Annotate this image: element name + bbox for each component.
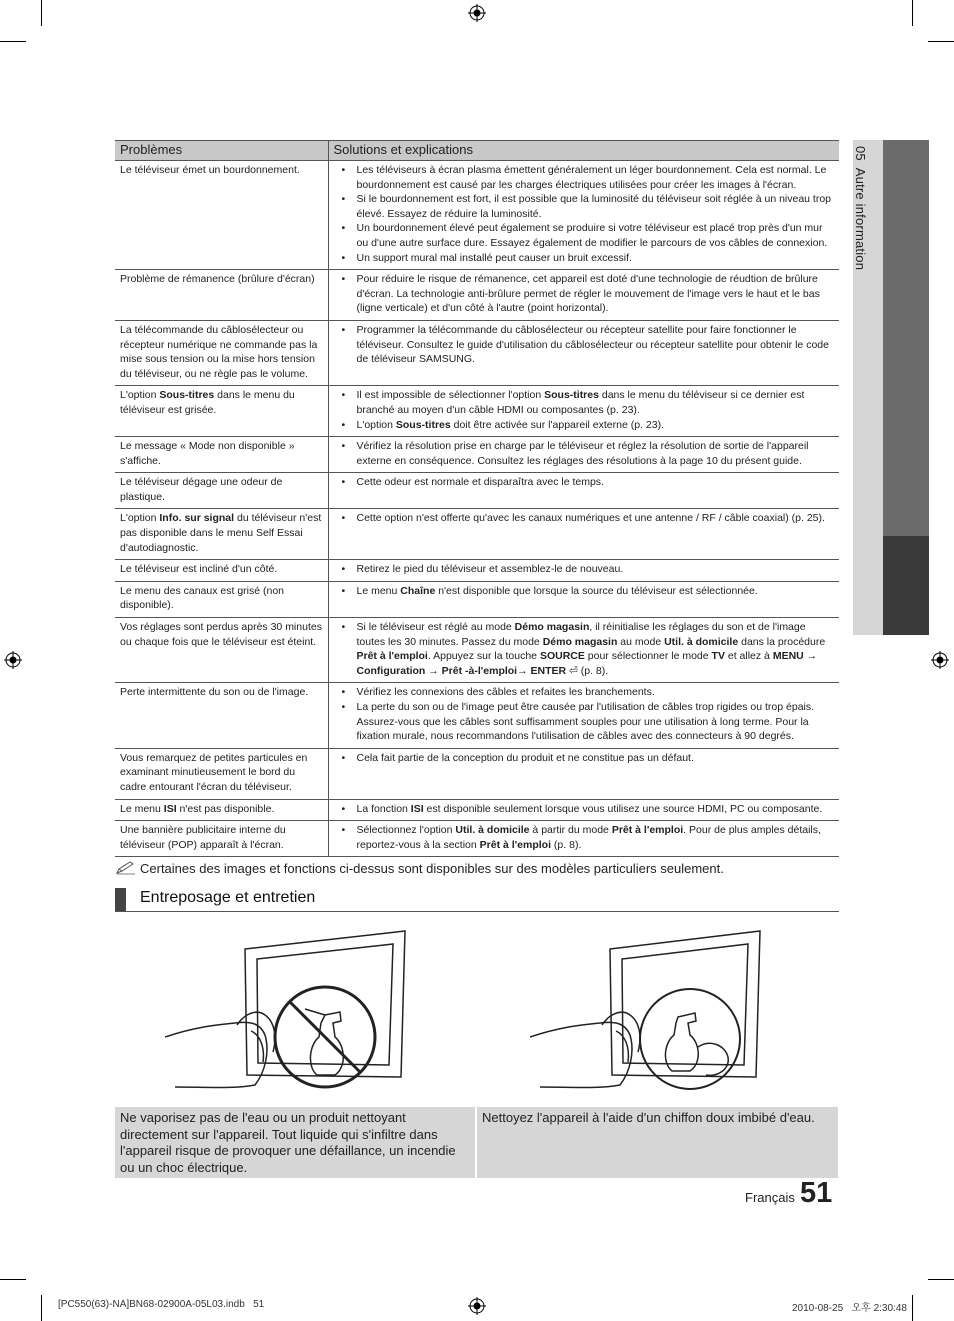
note-text: Certaines des images et fonctions ci-dessus sont disponibles sur des modèles particuliers seulement. [140,861,724,876]
pencil-note-icon [116,861,136,878]
solution-list [334,475,835,490]
table-row [115,683,839,748]
solution-cell [328,560,839,582]
text-segment: Vérifiez la résolution prise en charge par le téléviseur et réglez la résolution de sortie de l'appareil externe en conséquence. Consultez les réglages des résolutions à la page 10 du présent guide. [356,440,809,467]
solution-list [334,163,835,265]
table-row [115,618,839,683]
clean-with-cloth-illustration [530,927,780,1097]
solution-item [334,251,835,266]
menu-term: Sous-titres [544,389,599,402]
menu-term: Prêt à l'emploi [356,650,428,663]
menu-term: Démo magasin [514,621,590,634]
problem-cell [115,581,328,617]
text-segment: à partir du mode [529,824,612,837]
menu-term: Prêt à l'emploi [479,838,552,851]
section-heading [115,887,839,912]
table-body [115,161,839,857]
column-header-solutions: Solutions et explications [328,141,839,161]
solution-list [334,620,835,678]
text-segment: Le menu des canaux est grisé (non disponible). [120,584,285,612]
text-segment: du téléviseur n'est pas disponible dans le menu Self Essai d'autodiagnostic. [120,512,322,554]
solution-item [334,584,835,599]
text-segment: ⏎ (p. 8). [566,664,609,677]
text-segment: Une bannière publicitaire interne du téléviseur (POP) apparaît à l'écran. [120,824,286,851]
problem-cell [115,270,328,321]
registration-mark-icon [931,651,949,669]
solution-item [334,323,835,367]
text-segment: Vérifiez les connexions des câbles et refaites les branchements. [356,686,655,699]
registration-mark-icon [468,1297,486,1315]
text-segment: et allez à [724,650,773,663]
menu-term: Chaîne [400,584,436,597]
crop-mark [912,1295,913,1321]
text-segment: Un bourdonnement élevé peut également se produire si votre téléviseur est placé trop près d'un mur ou d'une autre surface dure. Essayez également de modifier le parcours de vos câbles de connexion. [356,222,828,249]
solution-cell [328,748,839,799]
text-segment: → [517,664,531,677]
text-segment: Cela fait partie de la conception du produit et ne constitue pas un défaut. [356,751,694,764]
menu-term: Sous-titres [159,389,215,402]
text-segment: au mode [617,635,665,648]
table-row [115,799,839,821]
troubleshooting-table [115,140,839,857]
table-row [115,473,839,509]
table-row [115,437,839,473]
solution-item [334,823,835,852]
menu-term: Démo magasin [542,635,618,648]
solution-cell [328,161,839,270]
problem-cell [115,473,328,509]
side-tab-label: 05 Autre information [853,146,868,271]
crop-mark [928,1279,954,1280]
solution-item [334,700,835,744]
solution-cell [328,618,839,683]
solution-cell [328,386,839,437]
page-language: Français [745,1190,795,1205]
solution-list [334,584,835,599]
text-segment: , il réinitialise les réglages du son et de l'image toutes les 30 minutes. Passez du mode [356,621,806,648]
text-segment: L'option [120,389,160,402]
menu-term: ISI [410,802,424,815]
text-segment: Vos réglages sont perdus après 30 minutes ou chaque fois que le téléviseur est éteint. [120,621,322,648]
text-segment: n'est disponible que lorsque la source du téléviseur est sélectionnée. [435,584,758,597]
crop-mark [0,41,26,42]
text-segment: La télécommande du câblosélecteur ou récepteur numérique ne commande pas la mise sous tension ou la mise hors tension du téléviseur, ou ne règle pas le volume. [120,323,318,380]
text-segment: Le menu [120,802,164,815]
caption-do-not-spray: Ne vaporisez pas de l'eau ou un produit nettoyant directement sur l'appareil. Tout liquide qui s'infiltre dans l'appareil risque de provoquer une défaillance, un incendie ou un choc électrique. [115,1107,475,1178]
text-segment: La fonction [356,802,411,815]
solution-list [334,272,835,316]
text-segment: Programmer la télécommande du câblosélecteur ou récepteur satellite pour faire fonctionner le téléviseur. Consultez le guide d'utilisation du câblosélecteur ou récepteur satellite pour obtenir le code de téléviseur SAMSUNG. [356,323,829,366]
problem-cell [115,618,328,683]
text-segment: Sélectionnez l'option [356,824,456,837]
text-segment: → [803,650,818,663]
table-row [115,821,839,857]
menu-term: TV [711,650,725,663]
text-segment: Le téléviseur dégage une odeur de plastique. [120,476,283,503]
text-segment: Les téléviseurs à écran plasma émettent généralement un léger bourdonnement. Cela est normal. Le bourdonnement est causé par les charges électriques utilisées pour créer les images à l'écran. [356,164,827,191]
crop-mark [0,1279,26,1280]
text-segment: Le téléviseur émet un bourdonnement. [120,164,300,176]
solution-list [334,323,835,367]
solution-item [334,388,835,417]
solution-item [334,418,835,433]
print-date-info: 2010-08-25 오후 2:30:48 [792,1303,907,1314]
crop-mark [41,0,42,26]
text-segment: . Pour de plus amples détails, reportez-vous à la section [356,824,821,851]
solution-item [334,620,835,678]
registration-mark-icon [468,4,486,22]
crop-mark [912,0,913,26]
solution-item [334,685,835,700]
text-segment: L'option [120,512,160,525]
text-segment: dans le menu du téléviseur si ce dernier est branché au moyen d'un câble HDMI ou composantes (p. 23). [356,389,805,416]
problem-cell [115,161,328,270]
solution-item [334,562,835,577]
crop-mark [928,41,954,42]
solution-cell [328,581,839,617]
menu-term: Info. sur signal [159,512,235,525]
solution-item [334,272,835,316]
text-segment: Le téléviseur est incliné d'un côté. [120,563,278,576]
side-tab-dark-panel [883,140,929,536]
problem-cell [115,386,328,437]
text-segment: . Appuyez sur la touche [427,650,540,663]
solution-cell [328,270,839,321]
solution-list [334,751,835,766]
table-row [115,509,839,560]
solution-list [334,823,835,852]
problem-cell [115,437,328,473]
menu-term: Util. à domicile [455,824,530,837]
text-segment: Retirez le pied du téléviseur et assemblez-le de nouveau. [356,563,624,576]
solution-cell [328,509,839,560]
problem-cell [115,821,328,857]
registration-mark-icon [4,651,22,669]
text-segment: Pour réduire le risque de rémanence, cet appareil est doté d'une technologie de réudtion de brûlure d'écran. La technologie anti-brûlure permet de régler le mouvement de l'image vers le haut et le bas (ligne verticale) et d'un côté à l'autre (point horizontal). [356,273,820,315]
text-segment: Un support mural mal installé peut causer un bruit excessif. [356,251,632,264]
text-segment: n'est pas disponible. [176,802,275,815]
solution-item [334,751,835,766]
table-row [115,386,839,437]
no-spray-illustration [165,927,415,1097]
text-segment: L'option [356,418,396,431]
page-number: 51 [800,1177,833,1209]
text-segment: Vous remarquez de petites particules en examinant minutieusement le bord du cadre entourant l'écran du téléviseur. [120,751,308,793]
table-row [115,270,839,321]
text-segment: → [425,664,442,677]
solution-cell [328,437,839,473]
table-row [115,320,839,385]
menu-term: Prêt -à-l'emploi [441,664,518,677]
solution-list [334,802,835,817]
text-segment: dans le menu du téléviseur est grisée. [120,389,295,416]
caption-clean-with-cloth: Nettoyez l'appareil à l'aide d'un chiffon doux imbibé d'eau. [477,1107,838,1178]
problem-cell [115,320,328,385]
section-title: Entreposage et entretien [140,889,316,906]
solution-cell [328,821,839,857]
menu-term: ISI [163,802,177,815]
menu-term: Sous-titres [395,418,451,431]
print-file-info: [PC550(63)-NA]BN68-02900A-05L03.indb 51 [58,1299,265,1310]
table-row [115,161,839,270]
menu-term: SOURCE [539,650,585,663]
side-tab-chapter-block [883,536,929,635]
solution-cell [328,320,839,385]
text-segment: Cette odeur est normale et disparaîtra avec le temps. [356,476,604,489]
solution-item [334,511,835,526]
menu-term: Util. à domicile [664,635,739,648]
text-segment: Cette option n'est offerte qu'avec les canaux numériques et une antenne / RF / câble coaxial) (p. 25). [356,512,825,525]
table-row [115,748,839,799]
menu-term: Prêt à l'emploi [611,824,684,837]
crop-mark [41,1295,42,1321]
solution-list [334,685,835,743]
problem-cell [115,560,328,582]
text-segment: doit être activée sur l'appareil externe (p. 23). [450,418,664,431]
text-segment: Le menu [356,584,401,597]
solution-item [334,802,835,817]
section-marker-bar [115,888,126,911]
text-segment: Problème de rémanence (brûlure d'écran) [120,273,315,286]
text-segment: Il est impossible de sélectionner l'option [356,389,545,402]
column-header-problems: Problèmes [115,141,328,161]
solution-item [334,163,835,192]
text-segment: Si le bourdonnement est fort, il est possible que la luminosité du téléviseur soit réglée à un niveau trop élevé. Essayez de réduire la luminosité. [356,193,832,220]
text-segment: Le message « Mode non disponible » s'affiche. [120,440,295,467]
text-segment: Si le téléviseur est réglé au mode [356,621,515,634]
menu-term: Configuration [356,664,426,677]
text-segment: (p. 8). [551,838,582,851]
table-row [115,581,839,617]
table-header-row [115,141,839,161]
problem-cell [115,683,328,748]
text-segment: pour sélectionner le mode [584,650,712,663]
solution-cell [328,683,839,748]
solution-item [334,439,835,468]
solution-list [334,562,835,577]
text-segment: Perte intermittente du son ou de l'image. [120,686,309,699]
solution-list [334,439,835,468]
text-segment: La perte du son ou de l'image peut être causée par l'utilisation de câbles trop rigides ou trop épais. Assurez-vous que les câbles sont suffisamment souples pour une utilisation à long terme. Pour la fixation murale, nous recommandons l'utilisation de câbles avec des connecteurs à 90 degrés. [356,701,815,743]
table-row [115,560,839,582]
problem-cell [115,748,328,799]
problem-cell [115,509,328,560]
menu-term: MENU [772,650,804,663]
text-segment: dans la procédure [738,635,826,648]
solution-list [334,388,835,432]
solution-cell [328,799,839,821]
solution-item [334,192,835,221]
note [116,861,724,878]
solution-item [334,475,835,490]
text-segment: est disponible seulement lorsque vous utilisez une source HDMI, PC ou composante. [423,802,823,815]
solution-item [334,221,835,250]
problem-cell [115,799,328,821]
solution-cell [328,473,839,509]
solution-list [334,511,835,526]
menu-term: ENTER [530,664,567,677]
